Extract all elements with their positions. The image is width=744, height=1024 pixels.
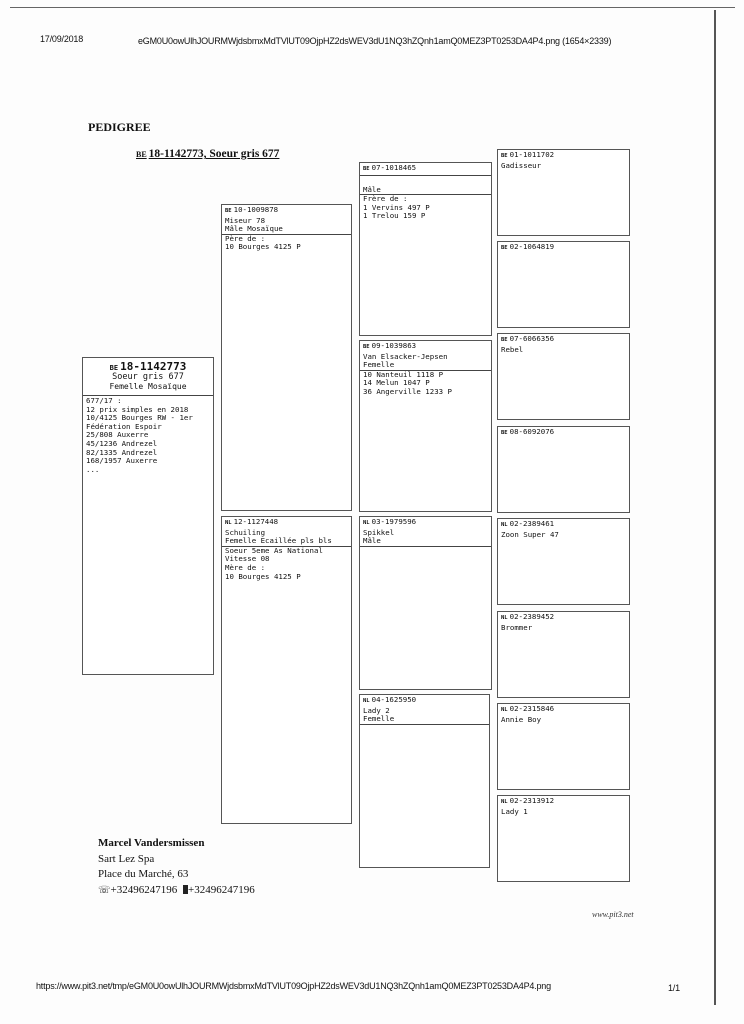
grandparent-ff-box [359,162,492,336]
gg-ring: 07-6066356 [509,334,555,343]
country-code: BE [109,364,119,372]
great-grandparent-box [497,703,630,790]
mother-sex: Femelle Ecaillée pls bls [222,537,351,547]
country-code: NL [501,522,508,528]
country-code: BE [225,208,232,214]
country-code: BE [501,245,508,251]
page-frame-right [714,10,716,1005]
great-grandparent-box [497,611,630,698]
ff-note: 1 Vervins 497 P [363,203,430,212]
owner-contact [98,883,255,899]
fm-note: 10 Nanteuil 1118 P [363,370,444,379]
gg-ring: 02-2315846 [509,704,555,713]
gg-name: Zoon Super 47 [501,530,559,539]
subject-text: 18-1142773, Soeur gris 677 [148,148,280,160]
father-box [221,204,352,511]
mm-name: Lady 2 [363,706,390,715]
grandparent-fm-box [359,340,492,512]
owner-block [98,836,255,898]
main-results [83,397,213,474]
gg-name: Brommer [501,623,533,632]
country-code: NL [363,698,370,704]
mother-note: Mère de : [225,563,266,572]
mf-sex: Mâle [360,537,491,547]
country-code: NL [225,520,232,526]
print-filename: eGM0U0owUlhJOURMWjdsbmxMdTVlUT09OjpHZ2dsWEV3dU1NQ3hZQnh1amQ0MEZ3PT0253DA4P4.png (1654×2339) [138,36,612,46]
ff-note: 1 Trelou 159 P [363,212,426,221]
mother-note: Vitesse 08 [225,555,270,564]
gg-name: Gadisseur [501,161,542,170]
father-name: Miseur 78 [225,216,266,225]
watermark: www.pit3.net [592,910,634,919]
main-result-line: 25/808 Auxerre [86,431,149,440]
phone-icon: ☏ [98,884,111,896]
main-result-line: 12 prix simples en 2018 [86,405,189,414]
mother-box [221,516,352,824]
grandparent-mm-box [359,694,490,868]
footer-url[interactable]: https://www.pit3.net/tmp/eGM0U0owUlhJOURMWjdsbmxMdTVlUT09OjpHZ2dsWEV3dU1NQ3hZQnh1amQ0MEZ3PT0253DA4P4.png [36,981,551,991]
main-ring: 18-1142773 [120,360,187,373]
fm-note: 14 Melun 1047 P [363,379,430,388]
great-grandparent-box [497,149,630,236]
main-sex: Femelle Mosaïque [109,382,187,392]
gg-ring: 02-2313912 [509,796,555,805]
owner-phone[interactable]: +32496247196 [110,883,178,896]
fm-sex: Femelle [360,361,491,371]
mother-ring: 12-1127448 [233,517,279,526]
great-grandparent-box [497,241,630,328]
country-code: BE [501,337,508,343]
country-code: BE [501,430,508,436]
main-result-line: Fédération Espoir [86,422,162,431]
great-grandparent-box [497,795,630,882]
country-code: BE [363,344,370,350]
main-result-line: 10/4125 Bourges RW - 1er [86,414,193,423]
owner-city: Sart Lez Spa [98,852,155,865]
country-code: NL [363,520,370,526]
main-result-line: 82/1335 Andrezel [86,448,158,457]
gg-ring: 02-2389452 [509,612,555,621]
main-result-line: 45/1236 Andrezel [86,440,158,449]
owner-mobile[interactable]: +32496247196 [187,883,255,896]
ff-sex: Mâle [360,186,491,196]
print-date: 17/09/2018 [40,34,84,44]
main-result-line: 677/17 : [86,397,122,406]
mother-note: Soeur 5eme As National [225,546,323,555]
page-number: 1/1 [668,983,680,993]
great-grandparent-box [497,518,630,605]
country-code: BE [363,166,370,172]
great-grandparent-box [497,426,630,513]
father-note: Père de : [225,234,266,243]
main-result-line: 168/1957 Auxerre [86,457,158,466]
ff-note: Frère de : [363,195,408,204]
great-grandparent-box [497,333,630,420]
subject-heading [136,148,279,160]
father-note: 10 Bourges 4125 P [225,243,301,252]
father-ring: 10-1009878 [233,205,279,214]
mother-note: 10 Bourges 4125 P [225,572,301,581]
country-code: BE [136,150,147,159]
grandparent-mf-box [359,516,492,690]
main-name: Soeur gris 677 [112,371,184,382]
fm-name: Van Elsacker-Jepsen [363,352,448,361]
country-code: NL [501,799,508,805]
gg-name: Lady 1 [501,807,528,816]
country-code: NL [501,707,508,713]
mf-ring: 03-1979596 [371,517,417,526]
country-code: NL [501,615,508,621]
page-title: PEDIGREE [88,120,151,134]
fm-ring: 09-1039863 [371,341,417,350]
mm-sex: Femelle [360,715,489,725]
main-pigeon-box [82,357,214,675]
gg-ring: 02-1064819 [509,242,555,251]
gg-name: Rebel [501,345,524,354]
ff-ring: 07-1018465 [371,163,417,172]
fm-note: 36 Angerville 1233 P [363,387,452,396]
gg-ring: 08-6092076 [509,427,555,436]
gg-ring: 02-2389461 [509,519,555,528]
country-code: BE [501,153,508,159]
gg-ring: 01-1011702 [509,150,555,159]
mother-name: Schuiling [225,528,266,537]
main-result-line: ... [86,465,100,474]
mm-ring: 04-1625950 [371,695,417,704]
owner-address: Place du Marché, 63 [98,868,189,880]
page-frame-top [10,7,735,8]
owner-name: Marcel Vandersmissen [98,837,205,849]
father-sex: Mâle Mosaïque [222,225,351,235]
gg-name: Annie Boy [501,715,542,724]
mf-name: Spikkel [363,528,395,537]
